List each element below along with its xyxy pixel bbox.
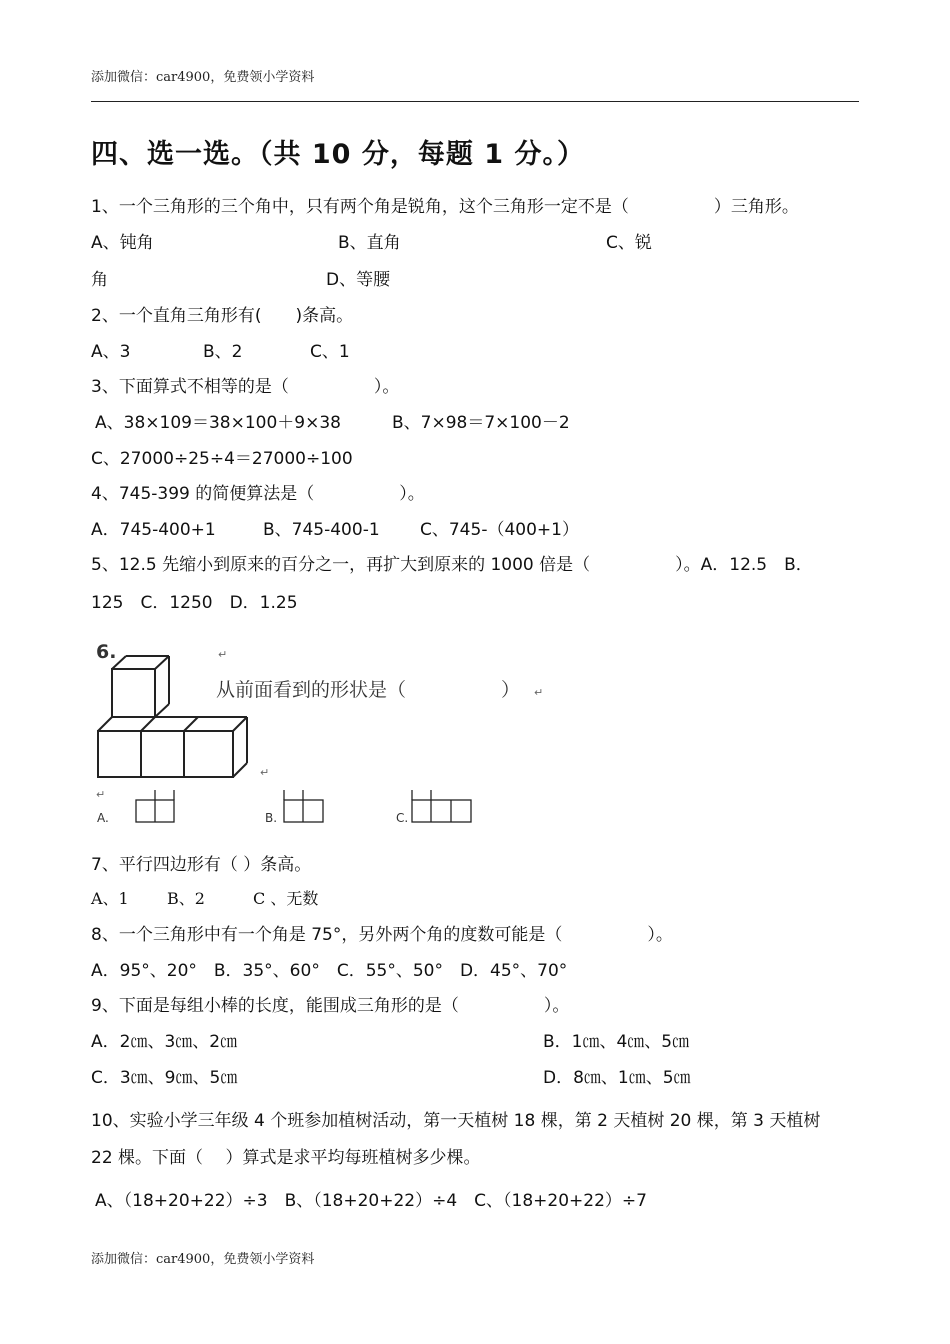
question-8-stem: 8、一个三角形中有一个角是 75°，另外两个角的度数可能是（ ）。 xyxy=(91,925,673,945)
question-6-option-b-label: B. xyxy=(265,811,278,825)
question-3-option-a: A、38×109＝38×100＋9×38 xyxy=(95,413,341,433)
cube-stack-drawing xyxy=(98,656,247,777)
question-1-option-c: C、锐 xyxy=(606,233,652,253)
option-a-shape xyxy=(136,790,174,822)
question-10-line-2: 22 棵。下面（ ）算式是求平均每班植树多少棵。 xyxy=(91,1148,481,1168)
question-3-option-b: B、7×98＝7×100－2 xyxy=(392,413,570,433)
question-4-option-c: C、745-（400+1） xyxy=(420,520,579,540)
page-footer: 添加微信：car4900，免费领小学资料 xyxy=(91,1252,315,1267)
question-6-option-a-label: A. xyxy=(97,811,109,825)
question-9-option-a: A．2㎝、3㎝、2㎝ xyxy=(91,1032,238,1052)
option-b-shape xyxy=(284,790,323,822)
question-3-option-c: C、27000÷25÷4＝27000÷100 xyxy=(91,449,353,469)
question-7-option-b: B、2 xyxy=(167,889,205,908)
question-8-options: A．95°、20° B．35°、60° C．55°、50° D．45°、70° xyxy=(91,961,568,981)
question-1-option-b: B、直角 xyxy=(338,233,401,253)
question-6-figure xyxy=(90,636,550,836)
question-2-stem: 2、一个直角三角形有( )条高。 xyxy=(91,306,354,326)
question-7-option-a: A、1 xyxy=(91,889,129,908)
header-rule xyxy=(91,101,859,102)
option-c-shape xyxy=(412,790,471,822)
question-7-option-c: C 、无数 xyxy=(253,889,319,908)
question-1-option-c-continued: 角 xyxy=(91,270,108,290)
question-10-line-1: 10、实验小学三年级 4 个班参加植树活动，第一天植树 18 棵，第 2 天植树 20 棵，第 3 天植树 xyxy=(91,1111,821,1131)
question-1-stem: 1、一个三角形的三个角中，只有两个角是锐角，这个三角形一定不是（ ）三角形。 xyxy=(91,197,799,217)
question-7-stem: 7、平行四边形有（ ）条高。 xyxy=(91,855,312,875)
question-4-stem: 4、745-399 的简便算法是（ ）。 xyxy=(91,484,425,504)
question-3-stem: 3、下面算式不相等的是（ ）。 xyxy=(91,377,400,397)
question-4-option-b: B、745-400-1 xyxy=(263,520,380,540)
question-9-option-c: C．3㎝、9㎝、5㎝ xyxy=(91,1068,238,1088)
return-mark: ↵ xyxy=(260,766,270,779)
question-5-line-2: 125 C．1250 D．1.25 xyxy=(91,593,298,613)
question-9-stem: 9、下面是每组小棒的长度，能围成三角形的是（ ）。 xyxy=(91,996,570,1016)
question-1-option-a: A、钝角 xyxy=(91,233,154,253)
question-4-option-a: A．745-400+1 xyxy=(91,520,216,540)
question-6-number: 6. xyxy=(96,641,117,663)
return-mark: ↵ xyxy=(96,788,106,801)
question-2-option-c: C、1 xyxy=(310,342,350,362)
page-header: 添加微信：car4900，免费领小学资料 xyxy=(91,70,315,85)
question-9-option-b: B．1㎝、4㎝、5㎝ xyxy=(543,1032,690,1052)
question-9-option-d: D．8㎝、1㎝、5㎝ xyxy=(543,1068,691,1088)
return-mark: ↵ xyxy=(534,686,544,699)
question-5-line-1: 5、12.5 先缩小到原来的百分之一，再扩大到原来的 1000 倍是（ ）。A．12.5 B． xyxy=(91,555,813,575)
question-6-stem: 从前面看到的形状是（ ） xyxy=(216,679,521,701)
question-6-option-c-label: C. xyxy=(396,811,409,825)
question-1-option-d: D、等腰 xyxy=(326,270,391,290)
question-2-option-b: B、2 xyxy=(203,342,243,362)
section-title: 四、选一选。（共 10 分，每题 1 分。） xyxy=(91,139,585,170)
question-2-option-a: A、3 xyxy=(91,342,131,362)
question-10-options: A、（18+20+22）÷3 B、（18+20+22）÷4 C、（18+20+22）÷7 xyxy=(95,1191,647,1211)
return-mark: ↵ xyxy=(218,648,228,661)
